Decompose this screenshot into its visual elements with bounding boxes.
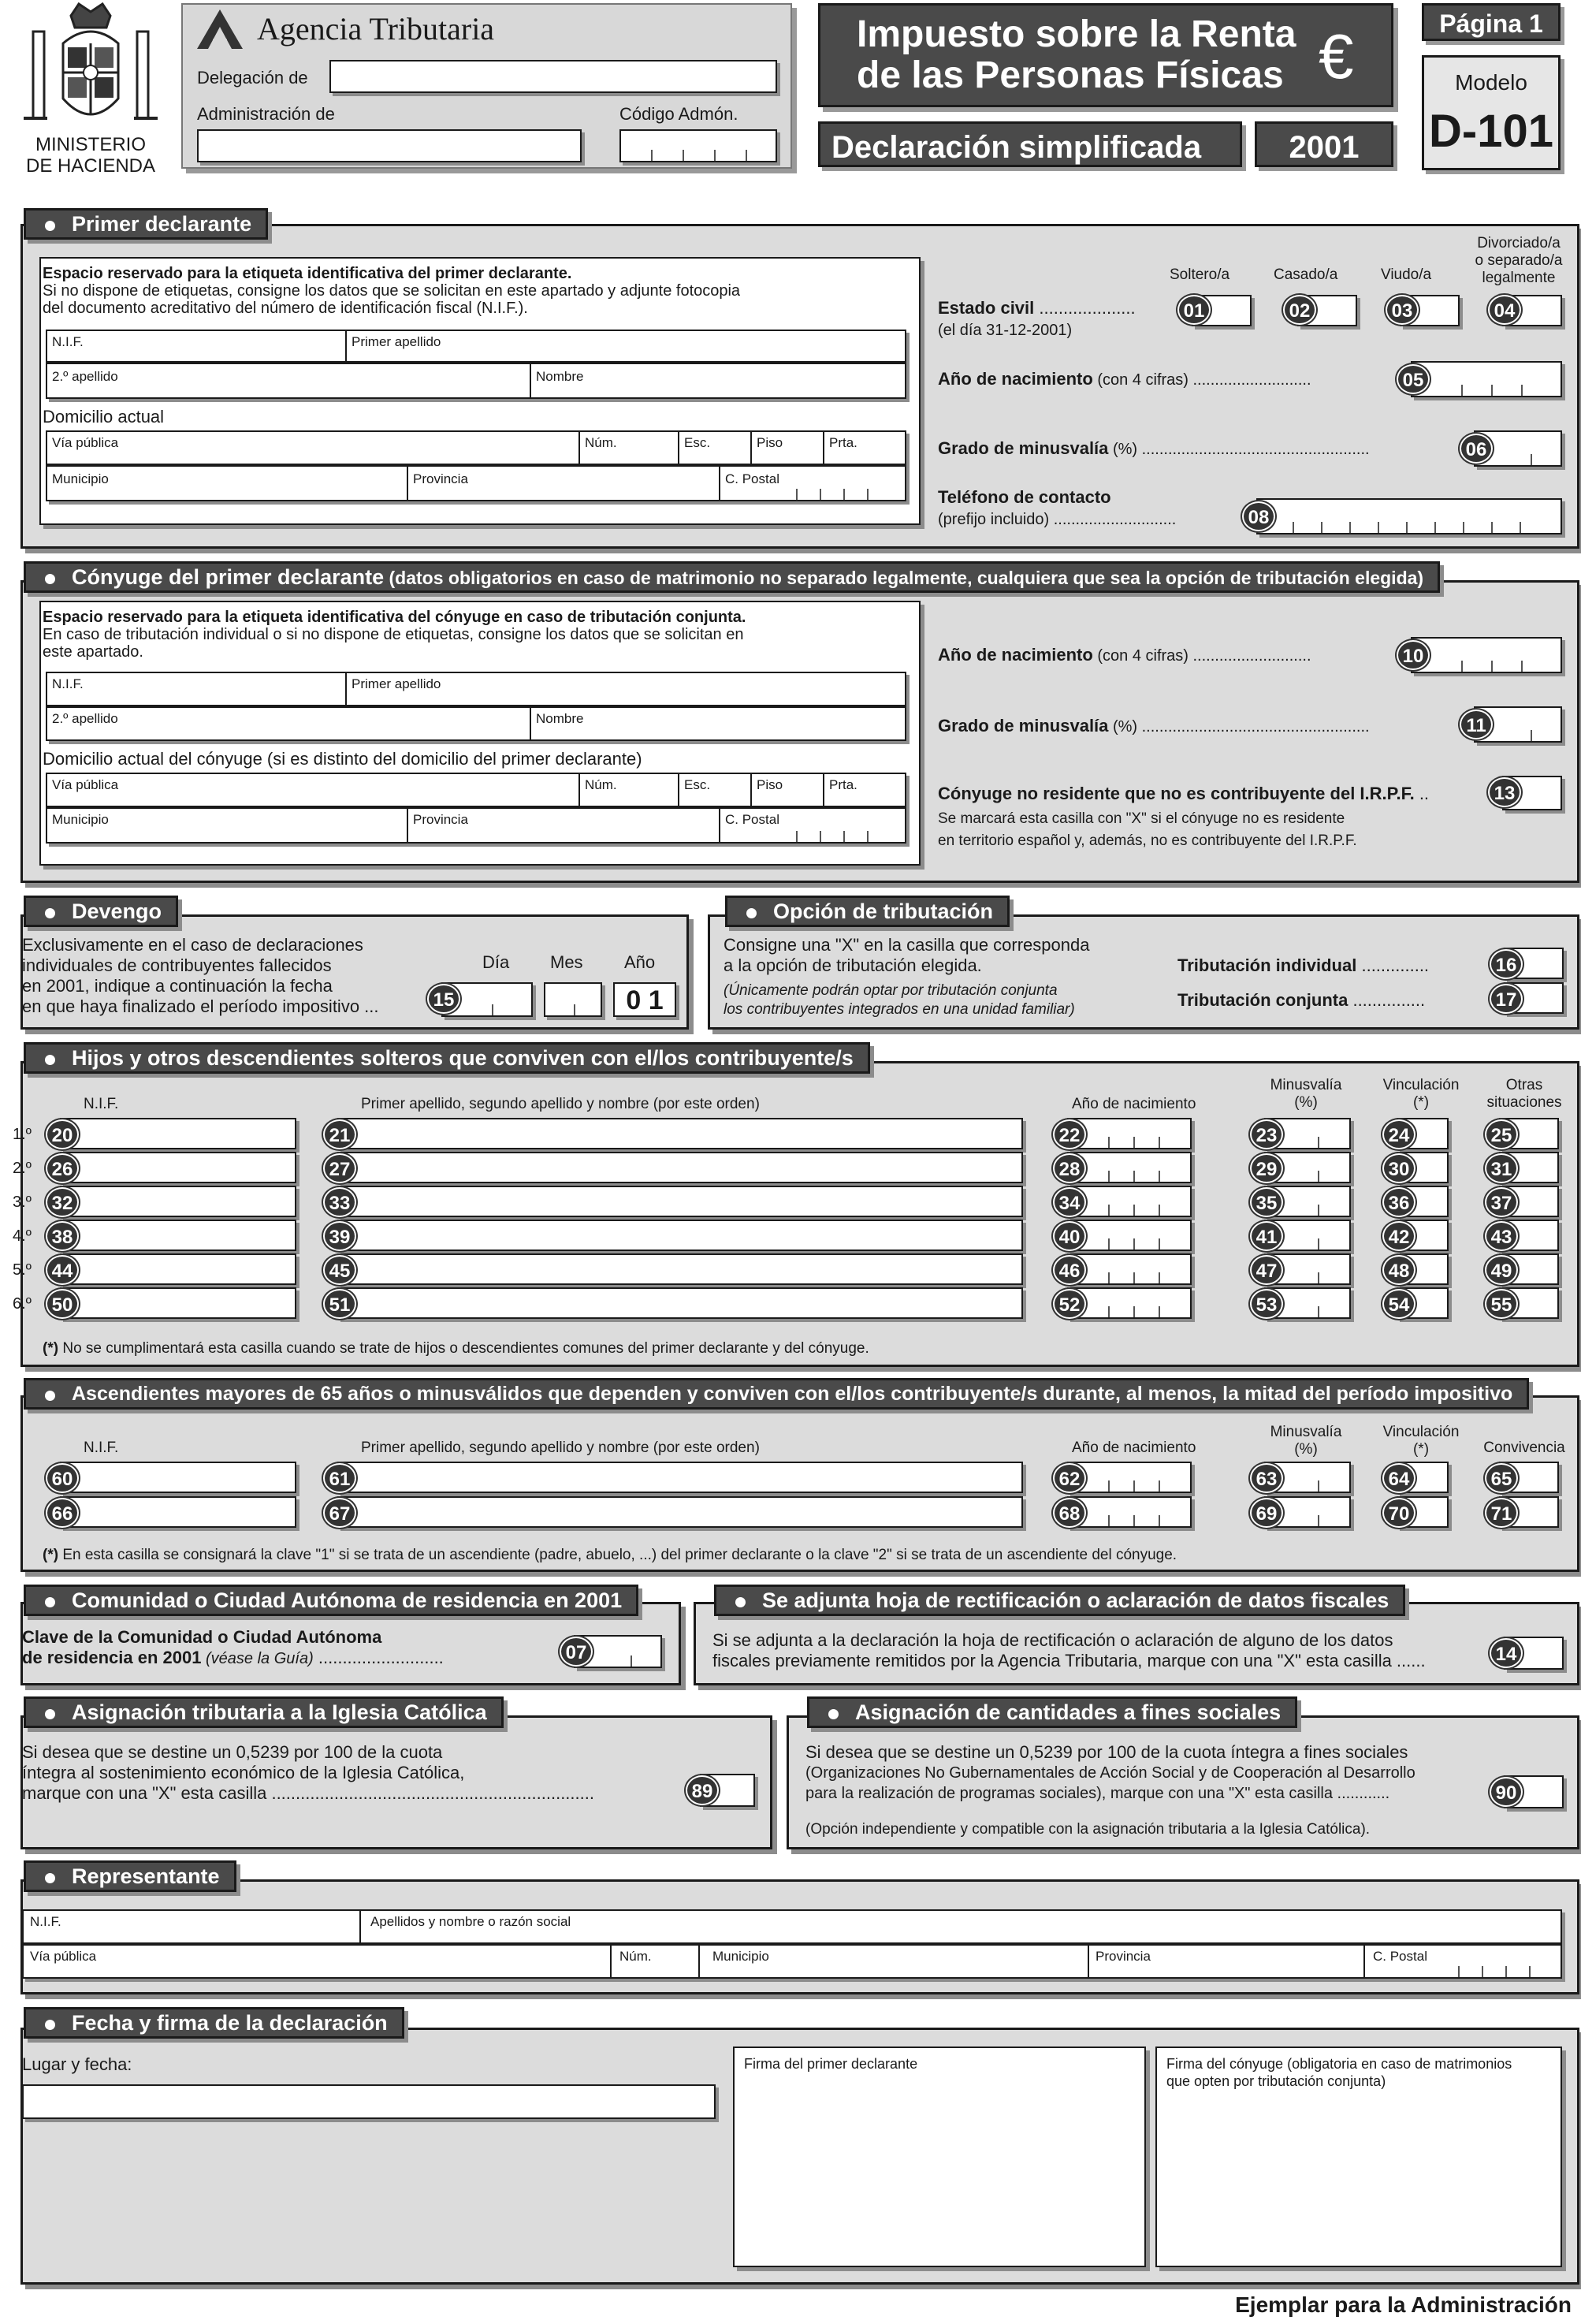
primer-apellido-input[interactable] — [345, 330, 906, 363]
box-number-70: 70 — [1382, 1498, 1415, 1528]
minusvalia-rest: (%) .................................................... — [1108, 441, 1370, 458]
comunidad-text2-bold: de residencia en 2001 — [22, 1648, 202, 1667]
opcion-note: (Únicamente podrán optar por tributación conjunta — [724, 982, 1058, 999]
dots: .. — [1414, 784, 1430, 803]
devengo-text: en que haya finalizado el período impositivo ... — [22, 996, 379, 1016]
box-number-14: 14 — [1490, 1638, 1523, 1668]
box-number-46: 46 — [1053, 1255, 1086, 1285]
estado-civil-label — [938, 298, 1136, 318]
field-label: Esc. — [684, 777, 711, 792]
nacimiento-label — [938, 369, 1311, 390]
opcion-text: a la opción de tributación elegida. — [724, 955, 982, 975]
comunidad-text: Clave de la Comunidad o Ciudad Autónoma — [22, 1627, 382, 1647]
hijos-vinculacion-header: Vinculación (*) — [1382, 1077, 1460, 1111]
row-ordinal: 6.º — [13, 1295, 32, 1313]
conyuge-municipio-input[interactable] — [46, 807, 410, 844]
civil-header-divorciado: Divorciado/a o separado/a legalmente — [1475, 235, 1563, 286]
firma-conyuge-label: Firma del cónyuge (obligatoria en caso de matrimonios — [1166, 2056, 1512, 2072]
codigo-label: Código Admón. — [619, 104, 738, 124]
box-number-60: 60 — [46, 1463, 79, 1493]
box-number-50: 50 — [46, 1289, 79, 1319]
section-title-comunidad: Comunidad o Ciudad Autónoma de residencia en 2001 — [24, 1585, 638, 1616]
box-number-13: 13 — [1488, 777, 1521, 807]
prta-input[interactable] — [823, 430, 906, 465]
fines-note: (Opción independiente y compatible con la asignación tributaria a la Iglesia Católica). — [805, 1821, 1371, 1838]
asc-nacimiento-header: Año de nacimiento — [1072, 1439, 1196, 1456]
box-number-23: 23 — [1250, 1119, 1283, 1149]
box-number-63: 63 — [1250, 1463, 1283, 1493]
delegacion-input[interactable] — [329, 60, 777, 93]
dots: .............. — [1356, 955, 1430, 975]
conyuge-title-note: (datos obligatorios en caso de matrimonio no separado legalmente, cualquiera que sea la opción de tributación elegida) — [384, 568, 1424, 588]
field-label: Núm. — [619, 1949, 652, 1964]
conyuge-prta-input[interactable] — [823, 773, 906, 807]
delegacion-label: Delegación de — [197, 68, 308, 88]
box-number-05: 05 — [1397, 364, 1430, 394]
note-star: (*) — [43, 1547, 59, 1563]
field-label: Apellidos y nombre o razón social — [370, 1914, 571, 1929]
nacimiento-rest: (con 4 cifras) ........................... — [1092, 371, 1311, 389]
field-label: Prta. — [829, 435, 857, 450]
box-number-02: 02 — [1283, 295, 1316, 325]
box-number-41: 41 — [1250, 1221, 1283, 1251]
label-title: Espacio reservado para la etiqueta identificativa del primer declarante. — [43, 265, 572, 282]
field-label: Nombre — [536, 369, 584, 384]
administracion-label: Administración de — [197, 104, 335, 124]
field-label: N.I.F. — [52, 334, 84, 349]
box-number-31: 31 — [1485, 1153, 1518, 1183]
box-number-49: 49 — [1485, 1255, 1518, 1285]
conyuge-esc-input[interactable] — [678, 773, 753, 807]
conyuge-segundo-apellido-input[interactable] — [46, 706, 533, 741]
box-number-34: 34 — [1053, 1187, 1086, 1217]
box-number-25: 25 — [1485, 1119, 1518, 1149]
field-label: 2.º apellido — [52, 711, 118, 726]
box-number-43: 43 — [1485, 1221, 1518, 1251]
asc-convivencia-header: Convivencia — [1483, 1439, 1565, 1456]
box-number-61: 61 — [323, 1463, 356, 1493]
row-ordinal: 5.º — [13, 1261, 32, 1279]
box-number-11: 11 — [1460, 709, 1493, 739]
section-title-firma: Fecha y firma de la declaración — [24, 2007, 404, 2039]
conyuge-piso-input[interactable] — [750, 773, 826, 807]
hijos-nombre-header: Primer apellido, segundo apellido y nombre (por este orden) — [361, 1096, 760, 1112]
box-number-21: 21 — [323, 1119, 356, 1149]
ministry-logo — [16, 0, 166, 189]
repr-via-input[interactable] — [22, 1944, 613, 1979]
field-label: 2.º apellido — [52, 369, 118, 384]
telefono-hint: (prefijo incluido) ............................ — [938, 511, 1177, 528]
fines-text: Si desea que se destine un 0,5239 por 100 de la cuota íntegra a fines sociales — [805, 1742, 1408, 1762]
repr-apellidos-input[interactable] — [359, 1909, 1562, 1944]
esc-input[interactable] — [678, 430, 753, 465]
conyuge-domicilio-label: Domicilio actual del cónyuge (si es distinto del domicilio del primer declarante) — [43, 749, 642, 769]
field-label: C. Postal — [725, 812, 779, 827]
asc-note — [43, 1545, 1177, 1566]
field-label: Primer apellido — [352, 676, 441, 691]
box-number-65: 65 — [1485, 1463, 1518, 1493]
nif-input[interactable] — [60, 1496, 296, 1528]
ministry-name: MINISTERIO DE HACIENDA — [25, 134, 156, 177]
nombre-input[interactable] — [337, 1287, 1023, 1319]
noresidente-hint: Se marcará esta casilla con "X" si el cónyuge no es residente — [938, 810, 1345, 827]
civil-header-soltero: Soltero/a — [1170, 266, 1230, 283]
field-label: Municipio — [52, 471, 109, 486]
box-number-51: 51 — [323, 1289, 356, 1319]
estado-civil-text: Estado civil — [938, 298, 1035, 318]
label-text: En caso de tributación individual o si no dispone de etiquetas, consigne los datos que se solicitan en — [43, 626, 744, 643]
field-label: Vía pública — [52, 777, 119, 792]
dots: .................... — [1034, 298, 1136, 318]
noresidente-hint: en territorio español y, además, no es contribuyente del I.R.P.F. — [938, 832, 1357, 849]
hijos-minusvalia-header: Minusvalía (%) — [1270, 1077, 1342, 1111]
mes-input[interactable] — [544, 982, 602, 1017]
decl-type-box — [818, 121, 1242, 167]
row-ordinal: 2.º — [13, 1160, 32, 1177]
field-label: Municipio — [52, 812, 109, 827]
field-label: N.I.F. — [30, 1914, 61, 1929]
box-number-47: 47 — [1250, 1255, 1283, 1285]
tax-title-line1: Impuesto sobre la Renta — [857, 13, 1296, 55]
conyuge-minusvalia-label — [938, 716, 1370, 737]
repr-municipio-input[interactable] — [698, 1944, 1091, 1979]
box-number-45: 45 — [323, 1255, 356, 1285]
asc-nombre-header: Primer apellido, segundo apellido y nombre (por este orden) — [361, 1439, 760, 1456]
opcion-note: los contribuyentes integrados en una unidad familiar) — [724, 1001, 1075, 1018]
field-label: Provincia — [413, 812, 468, 827]
anio-input[interactable] — [613, 982, 676, 1017]
nombre-input[interactable] — [337, 1220, 1023, 1251]
minusvalia-text: Grado de minusvalía — [938, 716, 1109, 736]
comunidad-guia: (véase la Guía) — [201, 1650, 314, 1667]
conyuge-nombre-input[interactable] — [530, 706, 906, 741]
iglesia-text: Si desea que se destine un 0,5239 por 100 de la cuota — [22, 1742, 443, 1762]
field-label: Vía pública — [30, 1949, 97, 1964]
box-number-69: 69 — [1250, 1498, 1283, 1528]
firma-primer-box[interactable] — [733, 2047, 1146, 2267]
footer-copy-label: Ejemplar para la Administración — [1235, 2292, 1572, 2317]
telefono-label: Teléfono de contacto — [938, 487, 1111, 507]
agency-logo-icon — [197, 9, 243, 49]
section-title-rectificacion: Se adjunta hoja de rectificación o aclaración de datos fiscales — [714, 1585, 1405, 1616]
firma-conyuge-label: que opten por tributación conjunta) — [1166, 2073, 1386, 2089]
minusvalia-text: Grado de minusvalía — [938, 438, 1109, 458]
conyuge-title: Cónyuge del primer declarante — [72, 565, 385, 589]
nombre-input[interactable] — [337, 1462, 1023, 1493]
box-number-32: 32 — [46, 1187, 79, 1217]
box-number-39: 39 — [323, 1221, 356, 1251]
field-label: Piso — [757, 777, 783, 792]
tax-title-box — [818, 3, 1393, 107]
model-label: Modelo — [1455, 70, 1527, 95]
nombre-input[interactable] — [337, 1253, 1023, 1285]
repr-cpostal-input[interactable] — [1363, 1944, 1562, 1979]
box-number-54: 54 — [1382, 1289, 1415, 1319]
conyuge-provincia-input[interactable] — [407, 807, 722, 844]
box-number-89: 89 — [686, 1775, 719, 1805]
nombre-input[interactable] — [530, 363, 906, 399]
dia-header: Día — [482, 952, 510, 972]
section-title-representante: Representante — [24, 1860, 236, 1892]
field-label: N.I.F. — [52, 676, 84, 691]
row-ordinal: 1.º — [13, 1126, 32, 1143]
tax-year: 2001 — [1289, 130, 1360, 165]
section-title-iglesia: Asignación tributaria a la Iglesia Católica — [24, 1696, 504, 1728]
nif-input[interactable] — [60, 1220, 296, 1251]
dots: .......................... — [313, 1648, 444, 1667]
nombre-input[interactable] — [337, 1118, 1023, 1149]
lugar-fecha-input[interactable] — [22, 2084, 716, 2119]
iglesia-text: íntegra al sostenimiento económico de la Iglesia Católica, — [22, 1763, 465, 1782]
field-label: Piso — [757, 435, 783, 450]
conyuge-cpostal-input[interactable] — [719, 807, 906, 844]
nombre-input[interactable] — [337, 1496, 1023, 1528]
note-text: No se cumplimentará esta casilla cuando se trate de hijos o descendientes comunes del primer declarante y del cónyuge. — [58, 1340, 869, 1357]
box-number-42: 42 — [1382, 1221, 1415, 1251]
box-number-22: 22 — [1053, 1119, 1086, 1149]
repr-nif-input[interactable] — [22, 1909, 363, 1944]
nombre-input[interactable] — [337, 1152, 1023, 1183]
nombre-input[interactable] — [337, 1186, 1023, 1217]
administracion-input[interactable] — [197, 129, 582, 162]
box-number-67: 67 — [323, 1498, 356, 1528]
coat-of-arms-icon — [16, 0, 166, 142]
municipio-input[interactable] — [46, 465, 410, 501]
segundo-apellido-input[interactable] — [46, 363, 533, 399]
lugar-fecha-label: Lugar y fecha: — [22, 2054, 132, 2074]
box-number-40: 40 — [1053, 1221, 1086, 1251]
num-input[interactable] — [578, 430, 681, 465]
section-title-hijos: Hijos y otros descendientes solteros que conviven con el/los contribuyente/s — [24, 1042, 870, 1074]
piso-input[interactable] — [750, 430, 826, 465]
label-text: este apartado. — [43, 643, 143, 661]
via-publica-input[interactable] — [46, 430, 582, 465]
devengo-text: en 2001, indique a continuación la fecha — [22, 976, 333, 996]
conyuge-primer-apellido-input[interactable] — [345, 672, 906, 706]
label-text: Si no dispone de etiquetas, consigne los datos que se solicitan en este apartado y adjunte fotocopia — [43, 282, 741, 300]
box-number-48: 48 — [1382, 1255, 1415, 1285]
estado-civil-date: (el día 31-12-2001) — [938, 322, 1073, 339]
nif-input[interactable] — [60, 1152, 296, 1183]
repr-num-input[interactable] — [610, 1944, 701, 1979]
note-star: (*) — [43, 1340, 59, 1357]
box-number-27: 27 — [323, 1153, 356, 1183]
hijos-nacimiento-header: Año de nacimiento — [1072, 1096, 1196, 1112]
dots: ............... — [1348, 990, 1426, 1010]
box-number-01: 01 — [1177, 295, 1211, 325]
label-area-conyuge — [39, 601, 921, 866]
telefono-input[interactable] — [1256, 498, 1562, 534]
box-number-37: 37 — [1485, 1187, 1518, 1217]
fines-text: para la realización de programas sociales), marque con una "X" esta casilla ............ — [805, 1785, 1390, 1802]
hijos-otras-header: Otras situaciones — [1486, 1077, 1562, 1111]
box-number-10: 10 — [1397, 640, 1430, 670]
devengo-text: individuales de contribuyentes fallecidos — [22, 955, 332, 975]
field-label: Núm. — [585, 435, 617, 450]
box-number-44: 44 — [46, 1255, 79, 1285]
conyuge-nacimiento-label — [938, 645, 1311, 666]
nacimiento-input[interactable] — [1411, 361, 1562, 397]
model-code: D-101 — [1429, 106, 1553, 157]
box-number-38: 38 — [46, 1221, 79, 1251]
anio-header: Año — [624, 952, 656, 972]
civil-header-viudo: Viudo/a — [1381, 266, 1432, 283]
box-number-24: 24 — [1382, 1119, 1415, 1149]
asc-vinculacion-header: Vinculación (*) — [1382, 1424, 1460, 1458]
field-label: C. Postal — [1373, 1949, 1427, 1964]
asc-nif-header: N.I.F. — [84, 1439, 119, 1456]
comunidad-text2 — [22, 1648, 444, 1669]
box-number-35: 35 — [1250, 1187, 1283, 1217]
box-number-53: 53 — [1250, 1289, 1283, 1319]
section-title-ascendientes: Ascendientes mayores de 65 años o minusválidos que dependen y conviven con el/los contribuyente/s durante, al menos, la mitad del período impositivo — [24, 1378, 1529, 1410]
box-number-66: 66 — [46, 1498, 79, 1528]
note-text: En esta casilla se consignará la clave "1" si se trata de un ascendiente (padre, abuelo, ...) del primer declarante o la clave "2" si se trata de un ascendiente del cónyuge. — [58, 1547, 1177, 1563]
individual-text: Tributación individual — [1177, 955, 1357, 975]
field-label: Núm. — [585, 777, 617, 792]
nacimiento-rest: (con 4 cifras) ........................... — [1092, 647, 1311, 665]
hijos-note — [43, 1339, 869, 1359]
noresidente-text: Cónyuge no residente que no es contribuyente del I.R.P.F. — [938, 784, 1415, 803]
codigo-input[interactable] — [619, 129, 777, 162]
box-number-68: 68 — [1053, 1498, 1086, 1528]
conyuge-via-input[interactable] — [46, 773, 582, 807]
nif-input[interactable] — [60, 1118, 296, 1149]
box-number-30: 30 — [1382, 1153, 1415, 1183]
box-number-15: 15 — [427, 984, 460, 1014]
box-number-36: 36 — [1382, 1187, 1415, 1217]
box-number-71: 71 — [1485, 1498, 1518, 1528]
conyuge-num-input[interactable] — [578, 773, 681, 807]
decl-type: Declaración simplificada — [831, 130, 1202, 165]
box-number-64: 64 — [1382, 1463, 1415, 1493]
agency-name: Agencia Tributaria — [257, 11, 495, 47]
box-number-04: 04 — [1488, 295, 1521, 325]
conjunta-label — [1177, 990, 1425, 1011]
box-number-90: 90 — [1490, 1777, 1523, 1807]
section-title-fines: Asignación de cantidades a fines sociales — [807, 1696, 1297, 1728]
tax-title-line2: de las Personas Físicas — [857, 54, 1284, 96]
page-number: Página 1 — [1439, 9, 1543, 38]
cpostal-input[interactable] — [719, 465, 906, 501]
box-number-55: 55 — [1485, 1289, 1518, 1319]
label-title: Espacio reservado para la etiqueta identificativa del cónyuge en caso de tributación conjunta. — [43, 609, 746, 626]
box-number-62: 62 — [1053, 1463, 1086, 1493]
row-ordinal: 4.º — [13, 1227, 32, 1245]
conyuge-nif-input[interactable] — [46, 672, 348, 706]
euro-icon: € — [1319, 21, 1354, 91]
section-title-devengo: Devengo — [24, 896, 178, 927]
box-number-17: 17 — [1490, 984, 1523, 1014]
hijos-nif-header: N.I.F. — [84, 1096, 119, 1112]
rectif-text: fiscales previamente remitidos por la Agencia Tributaria, marque con una "X" esta casilla ...... — [712, 1651, 1426, 1670]
iglesia-text: marque con una "X" esta casilla ................................................................... — [22, 1783, 594, 1803]
field-label: Municipio — [712, 1949, 769, 1964]
box-number-29: 29 — [1250, 1153, 1283, 1183]
label-area-primer — [39, 257, 921, 525]
nacimiento-text: Año de nacimiento — [938, 369, 1093, 389]
asc-minusvalia-header: Minusvalía (%) — [1270, 1424, 1342, 1458]
conjunta-text: Tributación conjunta — [1177, 990, 1348, 1010]
field-label: Provincia — [1096, 1949, 1151, 1964]
page-box — [1422, 3, 1561, 41]
field-label: Primer apellido — [352, 334, 441, 349]
box-number-06: 06 — [1460, 434, 1493, 464]
box-number-52: 52 — [1053, 1289, 1086, 1319]
box-number-08: 08 — [1242, 501, 1275, 531]
model-box — [1422, 55, 1561, 170]
minusvalia-label — [938, 438, 1370, 460]
civil-header-casado: Casado/a — [1274, 266, 1338, 283]
fines-text: (Organizaciones No Gubernamentales de Acción Social y de Cooperación al Desarrollo — [805, 1764, 1415, 1782]
box-number-07: 07 — [560, 1637, 593, 1667]
domicilio-label: Domicilio actual — [43, 407, 165, 426]
box-number-26: 26 — [46, 1153, 79, 1183]
anio-value: 0 1 — [626, 985, 664, 1015]
minusvalia-rest: (%) .................................................... — [1108, 718, 1370, 736]
firma-conyuge-box[interactable] — [1155, 2047, 1562, 2267]
section-title-conyuge — [24, 561, 1440, 593]
field-label: Esc. — [684, 435, 711, 450]
devengo-text: Exclusivamente en el caso de declaraciones — [22, 935, 363, 955]
row-ordinal: 3.º — [13, 1194, 32, 1211]
field-label: Prta. — [829, 777, 857, 792]
individual-label — [1177, 955, 1429, 976]
noresidente-label — [938, 784, 1429, 804]
box-number-03: 03 — [1386, 295, 1419, 325]
agency-box — [181, 3, 792, 169]
nif-input[interactable] — [60, 1287, 296, 1319]
box-number-20: 20 — [46, 1119, 79, 1149]
provincia-input[interactable] — [407, 465, 722, 501]
nif-input[interactable] — [60, 1462, 296, 1493]
nif-input[interactable] — [60, 1186, 296, 1217]
repr-provincia-input[interactable] — [1088, 1944, 1367, 1979]
box-number-33: 33 — [323, 1187, 356, 1217]
nif-input[interactable] — [46, 330, 348, 363]
box-number-16: 16 — [1490, 949, 1523, 979]
firma-primer-label: Firma del primer declarante — [744, 2056, 918, 2072]
field-label: Nombre — [536, 711, 584, 726]
conyuge-nacimiento-input[interactable] — [1411, 637, 1562, 673]
section-title-primer: Primer declarante — [24, 208, 268, 240]
nacimiento-text: Año de nacimiento — [938, 645, 1093, 665]
section-title-opcion: Opción de tributación — [725, 896, 1010, 927]
opcion-text: Consigne una "X" en la casilla que corresponda — [724, 935, 1090, 955]
year-box — [1255, 121, 1393, 167]
field-label: Vía pública — [52, 435, 119, 450]
label-text: del documento acreditativo del número de identificación fiscal (N.I.F.). — [43, 300, 528, 317]
mes-header: Mes — [550, 952, 583, 972]
rectif-text: Si se adjunta a la declaración la hoja de rectificación o aclaración de alguno de los datos — [712, 1630, 1393, 1650]
nif-input[interactable] — [60, 1253, 296, 1285]
field-label: Provincia — [413, 471, 468, 486]
field-label: C. Postal — [725, 471, 779, 486]
box-number-28: 28 — [1053, 1153, 1086, 1183]
